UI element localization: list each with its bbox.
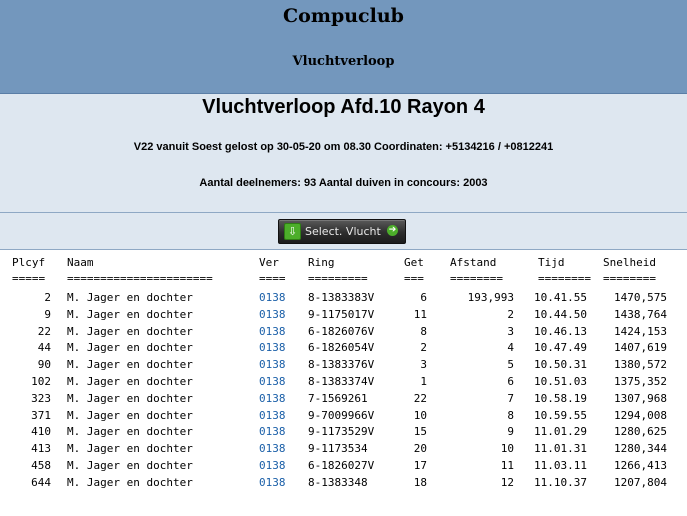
cell-snelheid: 1380,572: [614, 358, 667, 372]
cell-afstand: 10: [500, 442, 514, 456]
cell-afstand: 5: [507, 358, 514, 372]
cell-ver[interactable]: 0138: [259, 408, 286, 422]
cell-tijd: 10.47.49: [534, 341, 587, 355]
release-info: V22 vanuit Soest gelost op 30-05-20 om 08.30 Coordinaten: +5134216 / +0812241: [133, 141, 554, 153]
cell-plcyf: 2: [44, 291, 51, 304]
cell-snelheid: 1307,968: [614, 391, 667, 405]
cell-snelheid: 1407,619: [614, 341, 667, 355]
cell-afstand: 3: [507, 324, 514, 338]
header-afstand: Afstand: [450, 256, 497, 269]
table-row: [0, 475, 687, 491]
cell-snelheid: 1294,008: [614, 408, 667, 422]
header-tijd: Tijd: [538, 256, 565, 269]
cell-naam: M. Jager en dochter: [67, 391, 193, 405]
cell-afstand: 11: [500, 459, 514, 472]
cell-plcyf: 458: [31, 459, 51, 472]
cell-afstand: 4: [507, 341, 514, 355]
cell-afstand: 8: [507, 408, 514, 422]
cell-naam: M. Jager en dochter: [67, 375, 193, 388]
cell-plcyf: 644: [31, 475, 51, 489]
cell-get: 18: [413, 475, 427, 489]
table-row: [0, 441, 687, 457]
cell-tijd: 10.50.31: [534, 358, 587, 372]
cell-get: 8: [420, 324, 427, 338]
cell-tijd: 10.58.19: [534, 391, 587, 405]
cell-plcyf: 323: [31, 391, 51, 405]
cell-afstand: 9: [507, 425, 514, 439]
cell-plcyf: 413: [31, 442, 51, 456]
cell-afstand: 193,993: [467, 291, 514, 304]
table-row: [0, 290, 687, 306]
cell-plcyf: 102: [31, 375, 51, 388]
right-arrow-icon: ➔: [388, 225, 397, 235]
cell-get: 17: [413, 459, 427, 472]
cell-ring: 6-1826027V: [308, 459, 375, 472]
cell-ring: 8-1383374V: [308, 375, 375, 388]
table-row: [0, 391, 687, 407]
separator-get: ===: [404, 272, 424, 285]
cell-naam: M. Jager en dochter: [67, 408, 193, 422]
cell-plcyf: 371: [31, 408, 51, 422]
flight-info-panel: [0, 94, 687, 213]
page-subtitle: Vluchtverloop: [292, 54, 395, 69]
cell-naam: M. Jager en dochter: [67, 341, 193, 355]
cell-snelheid: 1280,625: [614, 425, 667, 439]
cell-snelheid: 1375,352: [614, 375, 667, 388]
table-row: [0, 357, 687, 373]
cell-naam: M. Jager en dochter: [67, 307, 193, 321]
header-ring: Ring: [308, 256, 335, 269]
flight-heading: Vluchtverloop Afd.10 Rayon 4: [202, 96, 485, 118]
cell-ver[interactable]: 0138: [259, 341, 286, 355]
cell-afstand: 2: [507, 307, 514, 321]
cell-ring: 9-7009966V: [308, 408, 375, 422]
cell-tijd: 11.01.31: [534, 442, 587, 456]
download-arrow-icon: ⇩: [284, 223, 301, 240]
separator-naam: ======================: [67, 272, 213, 285]
cell-naam: M. Jager en dochter: [67, 324, 193, 338]
cell-get: 1: [420, 375, 427, 388]
cell-snelheid: 1266,413: [614, 459, 667, 472]
cell-afstand: 7: [507, 391, 514, 405]
cell-ver[interactable]: 0138: [259, 307, 286, 321]
cell-ver[interactable]: 0138: [259, 375, 286, 388]
cell-get: 20: [413, 442, 427, 456]
separator-ver: ====: [259, 272, 286, 285]
cell-ver[interactable]: 0138: [259, 442, 286, 456]
table-row: [0, 458, 687, 474]
header-get: Get: [404, 256, 424, 269]
header-ver: Ver: [259, 256, 279, 269]
cell-plcyf: 22: [37, 324, 51, 338]
cell-tijd: 11.10.37: [534, 475, 587, 489]
table-row: [0, 374, 687, 390]
cell-snelheid: 1438,764: [614, 307, 667, 321]
cell-naam: M. Jager en dochter: [67, 459, 193, 472]
cell-plcyf: 410: [31, 425, 51, 439]
cell-naam: M. Jager en dochter: [67, 442, 193, 456]
club-title: Compuclub: [283, 5, 404, 27]
cell-get: 10: [413, 408, 427, 422]
separator-ring: =========: [308, 272, 368, 285]
top-banner: [0, 0, 687, 94]
cell-snelheid: 1424,153: [614, 324, 667, 338]
select-flight-button[interactable]: [278, 219, 406, 244]
table-row: [0, 408, 687, 424]
cell-ring: 9-1173529V: [308, 425, 375, 439]
cell-naam: M. Jager en dochter: [67, 475, 193, 489]
separator-tijd: ========: [538, 272, 591, 285]
cell-tijd: 11.01.29: [534, 425, 587, 439]
cell-get: 2: [420, 341, 427, 355]
cell-ring: 9-1175017V: [308, 307, 375, 321]
cell-afstand: 6: [507, 375, 514, 388]
table-row: [0, 324, 687, 340]
table-row: [0, 424, 687, 440]
cell-get: 6: [420, 291, 427, 304]
cell-plcyf: 90: [37, 358, 51, 372]
cell-ring: 8-1383376V: [308, 358, 375, 372]
cell-tijd: 10.41.55: [534, 291, 587, 304]
cell-ring: 6-1826076V: [308, 324, 375, 338]
select-flight-label: Select. Vlucht: [305, 225, 381, 238]
cell-tijd: 10.44.50: [534, 307, 587, 321]
separator-snelheid: ========: [603, 272, 656, 285]
cell-ring: 8-1383383V: [308, 291, 375, 304]
cell-plcyf: 9: [44, 307, 51, 321]
cell-tijd: 11.03.11: [534, 459, 587, 472]
cell-ring: 6-1826054V: [308, 341, 375, 355]
cell-snelheid: 1207,804: [614, 475, 667, 489]
cell-ring: 8-1383348: [308, 475, 368, 489]
cell-naam: M. Jager en dochter: [67, 425, 193, 439]
header-naam: Naam: [67, 256, 94, 269]
cell-get: 3: [420, 358, 427, 372]
cell-ver[interactable]: 0138: [259, 324, 286, 338]
button-bar: [0, 213, 687, 250]
cell-get: 22: [413, 391, 427, 405]
cell-ver[interactable]: 0138: [259, 291, 286, 304]
table-row: [0, 340, 687, 356]
table-header-row: [0, 255, 687, 271]
cell-get: 11: [413, 307, 427, 321]
cell-ver[interactable]: 0138: [259, 475, 286, 489]
separator-plcyf: =====: [12, 272, 46, 285]
cell-ver[interactable]: 0138: [259, 391, 286, 405]
cell-ring: 9-1173534: [308, 442, 368, 456]
cell-naam: M. Jager en dochter: [67, 358, 193, 372]
participants-info: Aantal deelnemers: 93 Aantal duiven in concours: 2003: [199, 177, 488, 189]
cell-ring: 7-1569261: [308, 391, 368, 405]
header-snelheid: Snelheid: [603, 256, 656, 269]
cell-snelheid: 1470,575: [614, 291, 667, 304]
results-table: [0, 250, 687, 516]
header-plcyf: Plcyf: [12, 256, 46, 269]
table-separator-row: [0, 271, 687, 287]
cell-tijd: 10.59.55: [534, 408, 587, 422]
cell-afstand: 12: [500, 475, 514, 489]
cell-ver[interactable]: 0138: [259, 459, 286, 472]
cell-tijd: 10.46.13: [534, 324, 587, 338]
separator-afstand: ========: [450, 272, 503, 285]
cell-naam: M. Jager en dochter: [67, 291, 193, 304]
cell-tijd: 10.51.03: [534, 375, 587, 388]
cell-plcyf: 44: [37, 341, 51, 355]
cell-get: 15: [413, 425, 427, 439]
cell-snelheid: 1280,344: [614, 442, 667, 456]
cell-ver[interactable]: 0138: [259, 358, 286, 372]
table-row: [0, 307, 687, 323]
cell-ver[interactable]: 0138: [259, 425, 286, 439]
